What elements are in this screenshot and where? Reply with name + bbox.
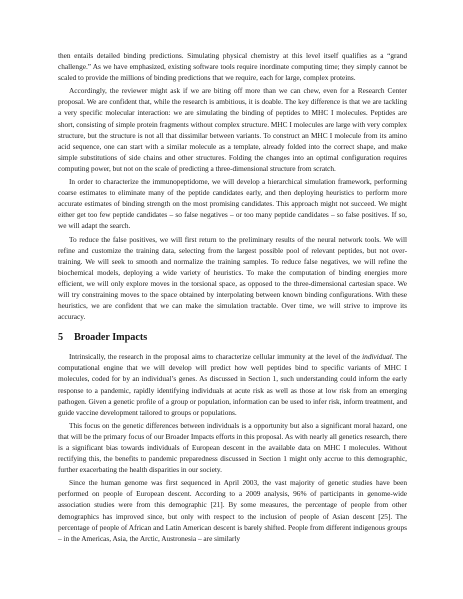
section-number: 5: [58, 332, 64, 344]
paragraph-4: To reduce the false positives, we will first return to the preliminary results of the neural network tools. We will refine and customize the training data, selecting from the largest possible pool of relevant peptides, but not over-training. We will seek to smooth and normalize the training samples. To reduce false negatives, we will refine the biochemical models, deploying a wide variety of heuristics. To make the computation of binding energies more efficient, we will only explore moves in the torsional space, as opposed to the three-dimensional cartesian space. We will try constraining moves to the space obtained by interpolating between known binding configurations. With these heuristics, we are confident that we can make the simulation tractable. Over time, we will strive to improve its accuracy.: [58, 234, 407, 322]
paragraph-2: Accordingly, the reviewer might ask if we are biting off more than we can chew, even for a Research Center proposal. We are confident that, while the research is ambitious, it is doable. The key difference is that we are tackling a very specific molecular interaction: we are simulating the binding of peptides to MHC I molecules. Peptides are short, consisting of simple protein fragments without complex structure. MHC I molecules are large with very complex structure, but the structure is not all that dissimilar between variants. To construct an MHC I molecule from its amino acid sequence, one can start with a similar molecule as a template, already folded into the correct shape, and make simple substitutions of side chains and other structures. Folding the changes into an optimal configuration requires computing power, but not on the scale of predicting a three-dimensional structure from scratch.: [58, 86, 407, 173]
paragraph-7: Since the human genome was first sequenced in April 2003, the vast majority of genetic studies have been performed on people of European descent. According to a 2009 analysis, 96% of participants in genome-wide association studies were from this demographic [21]. By some measures, the percentage of people from other demographics has improved since, but only with respect to the inclusion of people of Asian descent [25]. The percentage of people of African and Latin American descent is barely shifted. People from different indigenous groups – in the Americas, Asia, the Arctic, Austronesia – are similarly: [58, 478, 407, 543]
emphasized-word: individual: [362, 352, 392, 362]
paragraph-3: In order to characterize the immunopeptidome, we will develop a hierarchical simulation framework, performing coarse estimates to eliminate many of the peptide candidates early, and then deploying heuristics to perform more accurate estimates of binding strength on the most promising candidates. This approach might not succeed. We might either get too few peptide candidates – so false negatives – or too many peptide candidates – so false positives. If so, we will adapt the search.: [58, 177, 407, 231]
paragraph-1: then entails detailed binding predictions. Simulating physical chemistry at this level itself qualifies as a “grand challenge.” As we have emphasized, existing software tools require inordinate computing time; they simply cannot be scaled to provide the millions of binding predictions that we require, each for large, complex proteins.: [58, 51, 407, 83]
paragraph-5-text-after: . The computational engine that we will develop will predict how well peptides bind to specific variants of MHC I molecules, coded for by an individual’s genes. As discussed in Section 1, such understanding could inform the early response to a pandemic, rapidly identifying individuals at acute risk as well as those at low risk from an emerging pathogen. Given a genetic profile of a group or population, information can be used to infer risk, inform treatment, and guide vaccine development tailored to groups or populations.: [58, 352, 408, 417]
section-heading: [58, 331, 407, 344]
document-page: [58, 50, 407, 546]
paragraph-5-text-before: Intrinsically, the research in the proposal aims to characterize cellular immunity at the level of the: [69, 352, 363, 362]
paragraph-5: [58, 351, 407, 418]
paragraph-6: This focus on the genetic differences between individuals is a opportunity but also a significant moral hazard, one that will be the primary focus of our Broader Impacts efforts in this proposal. As with nearly all genetics research, there is a significant bias towards individuals of European descent in the available data on MHC I molecules. Without rectifying this, the benefits to pandemic preparedness discussed in Section 1 might only accrue to this demographic, further exacerbating the health disparities in our society.: [58, 420, 407, 475]
section-title: Broader Impacts: [74, 332, 148, 344]
